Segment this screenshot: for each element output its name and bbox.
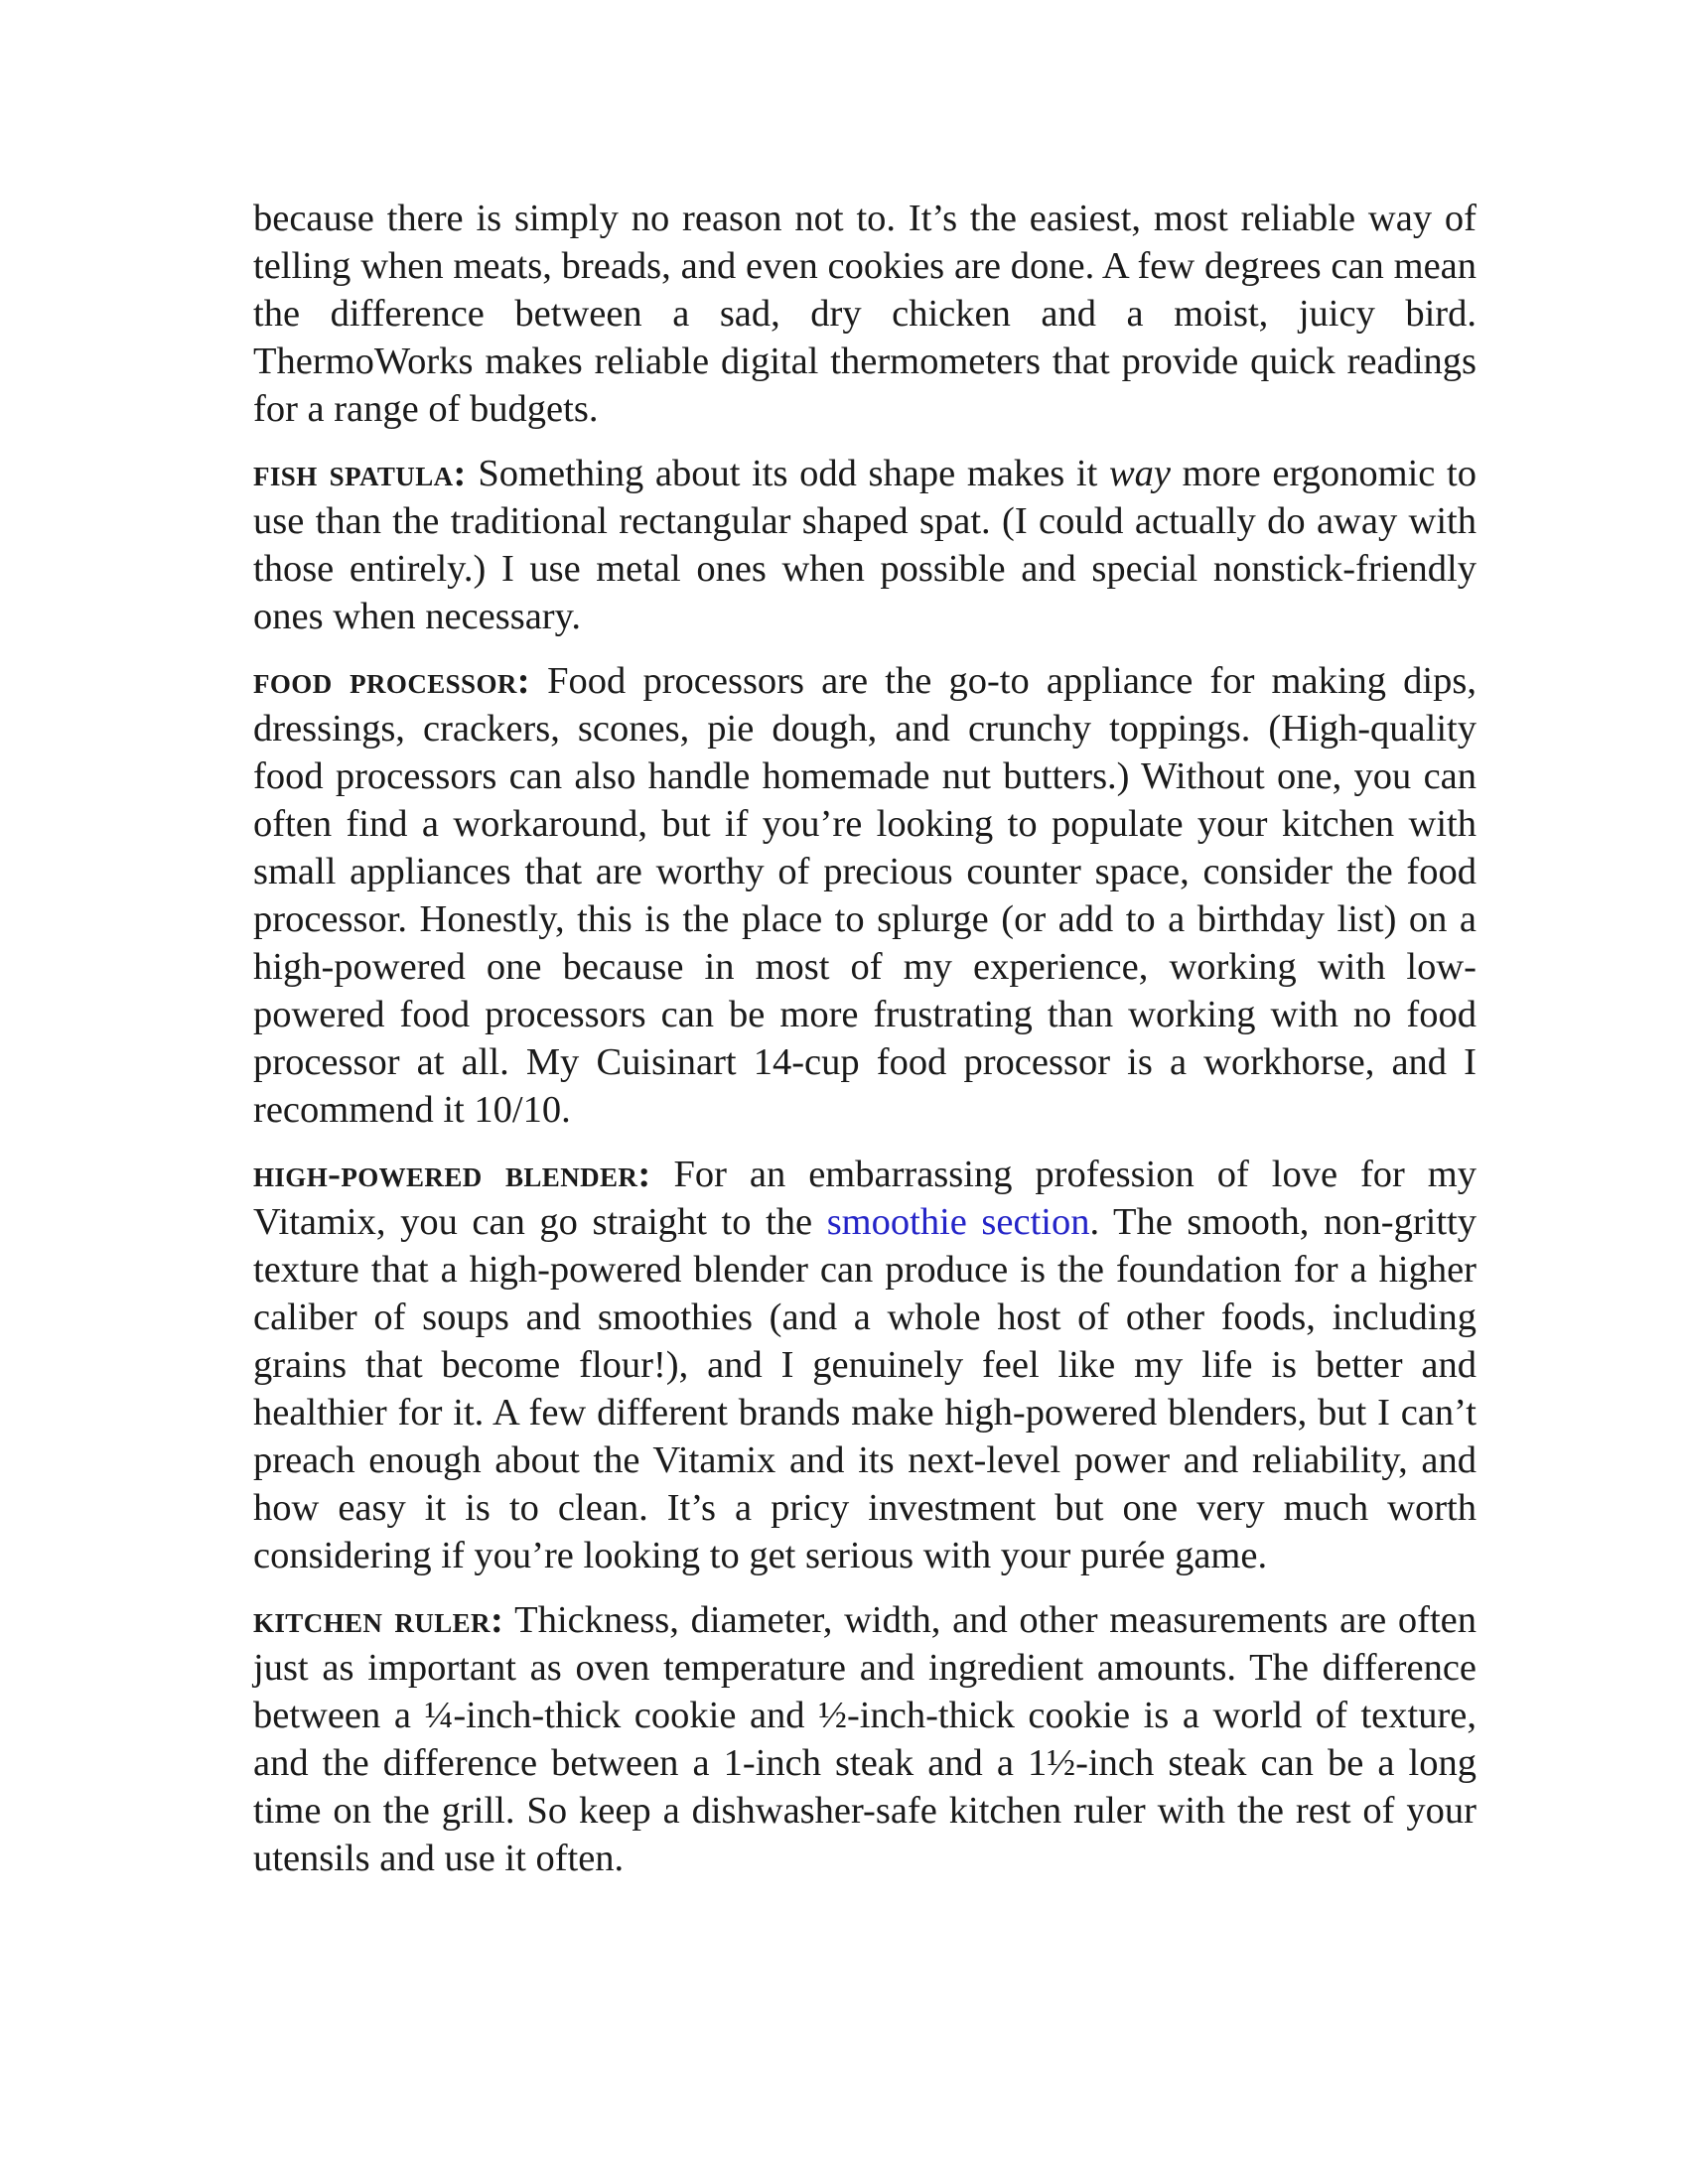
page-body <box>253 195 1477 1899</box>
paragraph-food-processor <box>253 657 1477 1134</box>
paragraph-kitchen-ruler <box>253 1596 1477 1882</box>
food-processor-term: food processor: <box>253 660 530 702</box>
thermometer-text: because there is simply no reason not to. It’s the easiest, most reliable way of telling when meats, breads, and even cookies are done. A few degrees can mean the difference between a sad, dry chicken and a moist, juicy bird. ThermoWorks makes reliable digital thermometers that provide quick readings for a range of budgets. <box>253 198 1477 430</box>
food-processor-text: Food processors are the go-to appliance for making dips, dressings, crackers, scones, pie dough, and crunchy toppings. (High-quality food processors can also handle homemade nut butters.) Without one, you can often find a workaround, but if you’re looking to populate your kitchen with small appliances that are worthy of precious counter space, consider the food processor. Honestly, this is the place to splurge (or add to a birthday list) on a high-powered one because in most of my experience, working with low-powered food processors can be more frustrating than working with no food processor at all. My Cuisinart 14-cup food processor is a workhorse, and I recommend it 10/10. <box>253 660 1477 1131</box>
kitchen-ruler-text: Thickness, diameter, width, and other measurements are often just as important as oven temperature and ingredient amounts. The difference between a ¼-inch-thick cookie and ½-inch-thick cookie is a world of texture, and the difference between a 1-inch steak and a 1½-inch steak can be a long time on the grill. So keep a dishwasher-safe kitchen ruler with the rest of your utensils and use it often. <box>253 1599 1477 1879</box>
paragraph-fish-spatula <box>253 450 1477 640</box>
smoothie-section-link[interactable]: smoothie section <box>826 1201 1090 1243</box>
blender-text-after: . The smooth, non-gritty texture that a high-powered blender can produce is the foundation for a higher caliber of soups and smoothies (and a whole host of other foods, including grains that become flour!), and I genuinely feel like my life is better and healthier for it. A few different brands make high-powered blenders, but I can’t preach enough about the Vitamix and its next-level power and reliability, and how easy it is to clean. It’s a pricy investment but one very much worth considering if you’re looking to get serious with your purée game. <box>253 1201 1477 1576</box>
kitchen-ruler-term: kitchen ruler: <box>253 1599 504 1641</box>
fish-spatula-emphasis: way <box>1108 453 1171 494</box>
blender-text-before: For an embarrassing profession of love for my Vitamix, you can go straight to the <box>253 1154 1477 1243</box>
paragraph-blender <box>253 1151 1477 1579</box>
fish-spatula-term: fish spatula: <box>253 453 467 494</box>
fish-spatula-text-before: Something about its odd shape makes it <box>466 453 1109 494</box>
fish-spatula-text-after: more ergonomic to use than the traditional rectangular shaped spat. (I could actually do away with those entirely.) I use metal ones when possible and special nonstick-friendly ones when necessary. <box>253 453 1477 637</box>
paragraph-thermometer <box>253 195 1477 433</box>
blender-term: high-powered blender: <box>253 1154 651 1195</box>
